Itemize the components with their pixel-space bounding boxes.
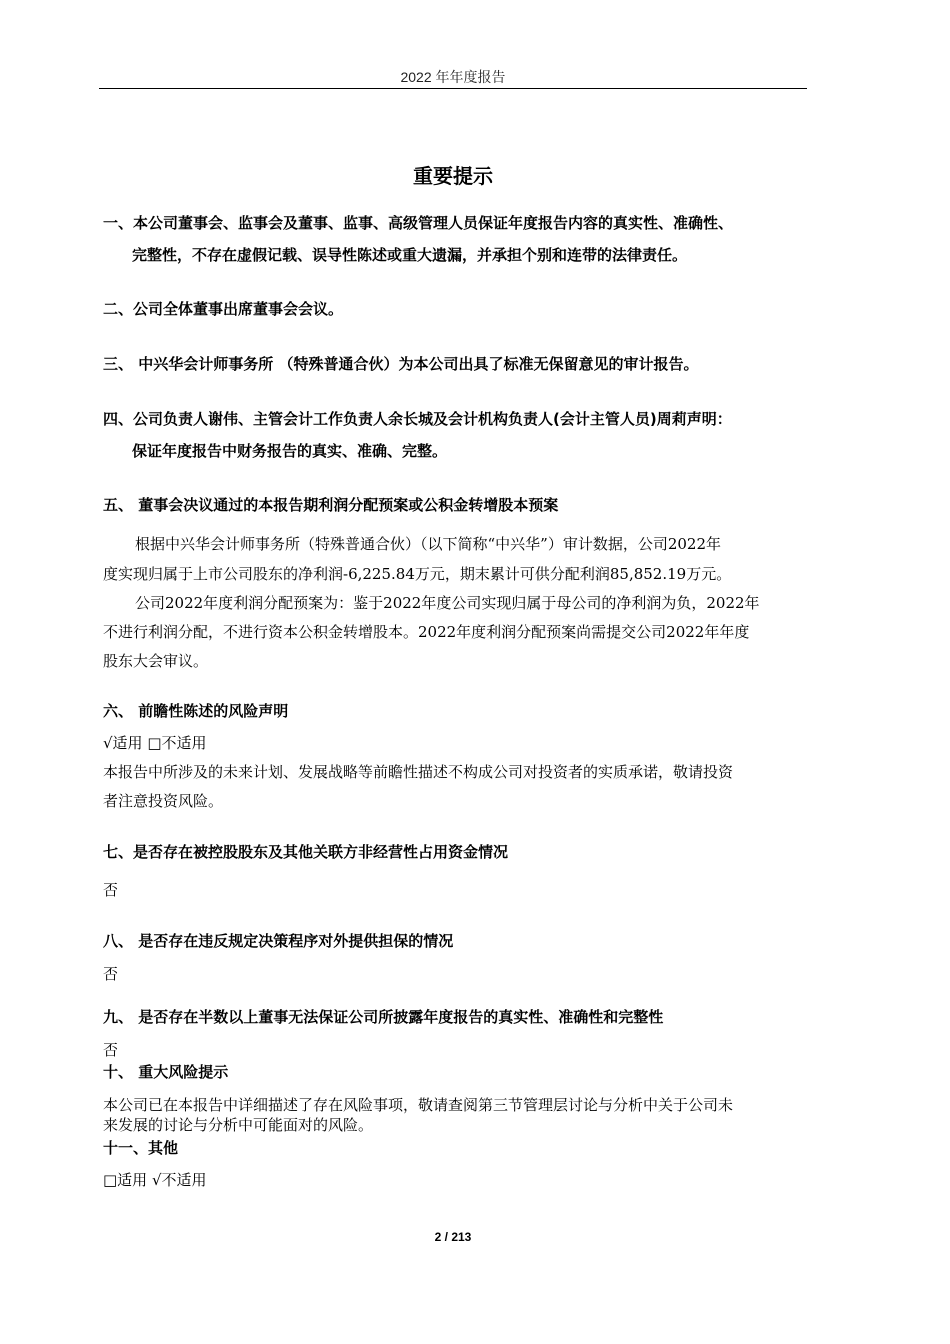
s1-line-1: 一、本公司董事会、监事会及董事、监事、高级管理人员保证年度报告内容的真实性、准确性、 [103, 214, 734, 232]
s8-heading: 八、 是否存在违反规定决策程序对外提供担保的情况 [103, 932, 454, 950]
s5-p2-line-3: 股东大会审议。 [103, 652, 209, 670]
s5-p1-line-1: 根据中兴华会计师事务所（特殊普通合伙）（以下简称“中兴华”）审计数据，公司2022年 [135, 535, 722, 553]
s10-line-2: 来发展的讨论与分析中可能面对的风险。 [103, 1116, 374, 1134]
s3-line-1: 三、 中兴华会计师事务所 （特殊普通合伙）为本公司出具了标准无保留意见的审计报告。 [103, 355, 699, 373]
s5-p2-line-1: 公司2022年度利润分配预案为：鉴于2022年度公司实现归属于母公司的净利润为负，2022年 [135, 594, 760, 612]
s6-line-1: 本报告中所涉及的未来计划、发展战略等前瞻性描述不构成公司对投资者的实质承诺，敬请投资 [103, 763, 734, 781]
s5-p1-line-2: 度实现归属于上市公司股东的净利润-6,225.84万元，期末累计可供分配利润85,852.19万元。 [103, 565, 732, 583]
s6-line-2: 者注意投资风险。 [103, 792, 224, 810]
s10-line-1: 本公司已在本报告中详细描述了存在风险事项，敬请查阅第三节管理层讨论与分析中关于公司未 [103, 1096, 734, 1114]
s1-line-2: 完整性，不存在虚假记载、误导性陈述或重大遗漏，并承担个别和连带的法律责任。 [132, 246, 688, 264]
s7-answer: 否 [103, 881, 119, 899]
s6-applicability: √适用 □不适用 [103, 734, 207, 752]
s4-line-1: 四、公司负责人谢伟、主管会计工作负责人余长城及会计机构负责人(会计主管人员)周莉声明： [103, 410, 732, 428]
s11-applicability: □适用 √不适用 [103, 1171, 207, 1189]
s8-answer: 否 [103, 965, 119, 983]
s5-heading: 五、 董事会决议通过的本报告期利润分配预案或公积金转增股本预案 [103, 496, 559, 514]
page-title: 重要提示 [413, 164, 493, 188]
s5-p2-line-2: 不进行利润分配，不进行资本公积金转增股本。2022年度利润分配预案尚需提交公司2022年年度 [103, 623, 750, 641]
s4-line-2: 保证年度报告中财务报告的真实、准确、完整。 [132, 442, 448, 460]
header-rule [99, 88, 807, 89]
running-header: 2022 年年度报告 [400, 69, 506, 85]
s9-answer: 否 [103, 1041, 119, 1059]
s10-heading: 十、 重大风险提示 [103, 1063, 229, 1081]
s7-heading: 七、是否存在被控股股东及其他关联方非经营性占用资金情况 [103, 843, 509, 861]
s9-heading: 九、 是否存在半数以上董事无法保证公司所披露年度报告的真实性、准确性和完整性 [103, 1008, 664, 1026]
s6-heading: 六、 前瞻性陈述的风险声明 [103, 702, 289, 720]
s11-heading: 十一、其他 [103, 1139, 179, 1157]
page-number: 2 / 213 [434, 1230, 472, 1244]
s2-line-1: 二、公司全体董事出席董事会会议。 [103, 300, 344, 318]
